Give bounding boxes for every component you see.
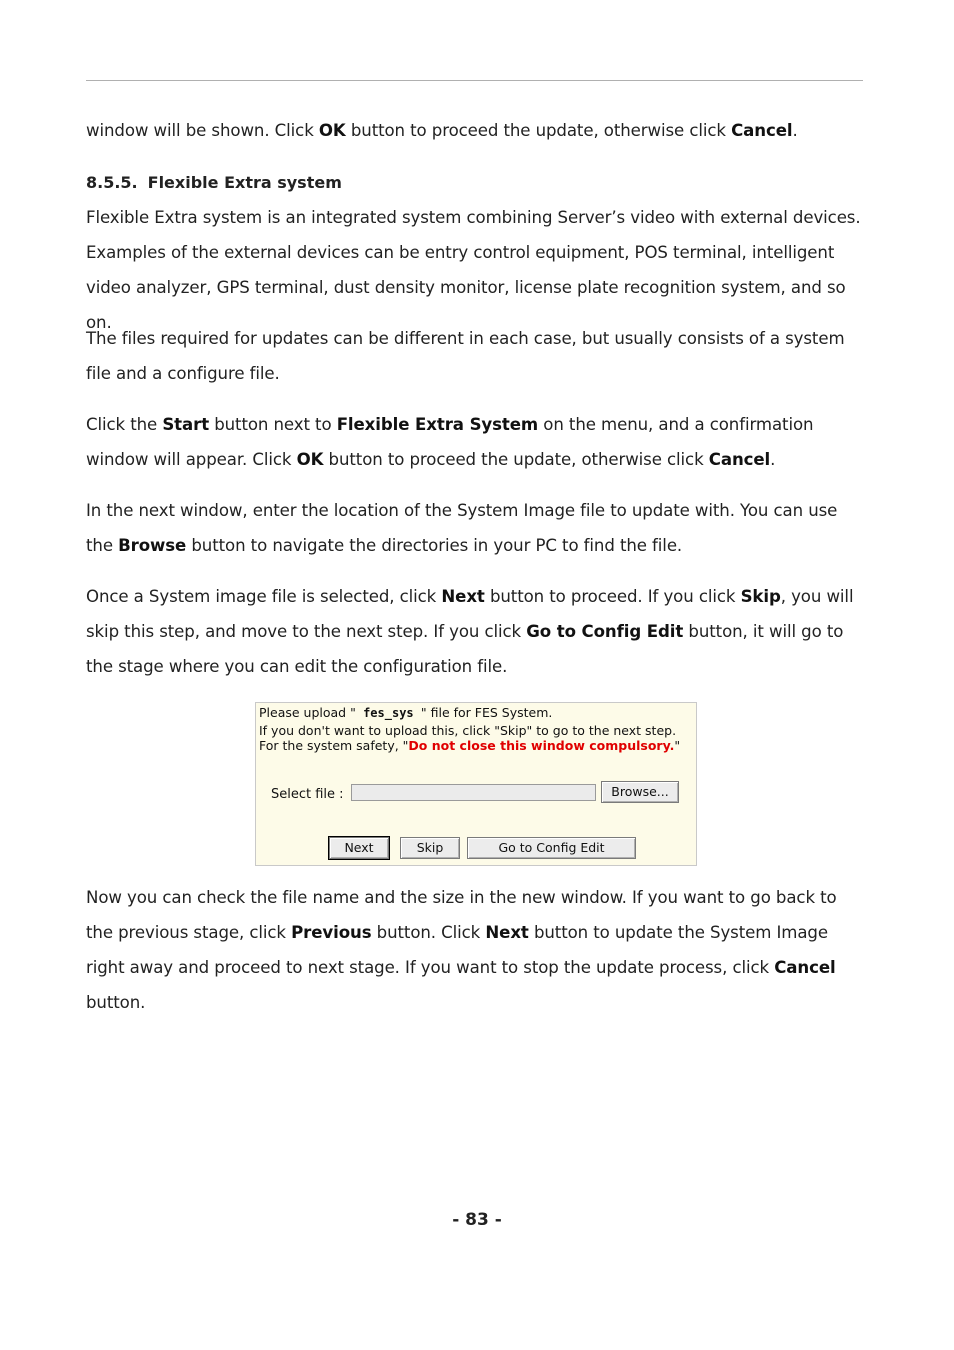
section-heading: [86, 172, 342, 194]
section-title: Flexible Extra system: [147, 173, 342, 192]
next-button[interactable]: Next: [329, 837, 389, 859]
paragraph-start: Click the Start button next to Flexible Extra System on the menu, and a confirmation window will appear. Click OK button to proceed the update, otherwise click Cancel.: [86, 415, 814, 469]
skip-button[interactable]: Skip: [400, 837, 460, 859]
dialog-line-upload: Please upload " fes_sys " file for FES System.: [259, 705, 553, 720]
paragraph-next-skip: Once a System image file is selected, click Next button to proceed. If you click Skip, you will skip this step, and move to the next step. If you click Go to Config Edit button, it will go to the stage where you can edit the configuration file.: [86, 587, 854, 676]
paragraph-browse: In the next window, enter the location of the System Image file to update with. You can use the Browse button to navigate the directories in your PC to find the file.: [86, 501, 838, 555]
section-number: 8.5.5.: [86, 173, 138, 192]
browse-button[interactable]: Browse...: [601, 781, 679, 803]
go-to-config-edit-button[interactable]: Go to Config Edit: [467, 837, 636, 859]
paragraph-intro: Flexible Extra system is an integrated system combining Server’s video with external devices. Examples of the external devices can be entry control equipment, POS terminal, intelligent video analyzer, GPS terminal, dust density monitor, license plate recognition system, and so on.: [86, 208, 861, 332]
paragraph-ok-cancel: window will be shown. Click OK button to proceed the update, otherwise click Cancel.: [86, 121, 798, 140]
filename-label: fes_sys: [355, 706, 421, 720]
dialog-line-warning: For the system safety, "Do not close this window compulsory.": [259, 738, 681, 753]
warning-text: Do not close this window compulsory.: [408, 738, 675, 753]
upload-dialog: [255, 702, 697, 866]
header-rule: [86, 80, 863, 81]
page-number: - 83 -: [452, 1210, 502, 1230]
file-path-input[interactable]: [351, 784, 596, 801]
paragraph-files: The files required for updates can be different in each case, but usually consists of a system file and a configure file.: [86, 329, 845, 383]
paragraph-previous-next: Now you can check the file name and the size in the new window. If you want to go back to the previous stage, click Previous button. Click Next button to update the System Image right away and proceed to next stage. If you want to stop the update process, click Cancel button.: [86, 888, 837, 1012]
dialog-line-skip: If you don't want to upload this, click "Skip" to go to the next step.: [259, 723, 677, 738]
select-file-label: Select file :: [271, 787, 344, 802]
